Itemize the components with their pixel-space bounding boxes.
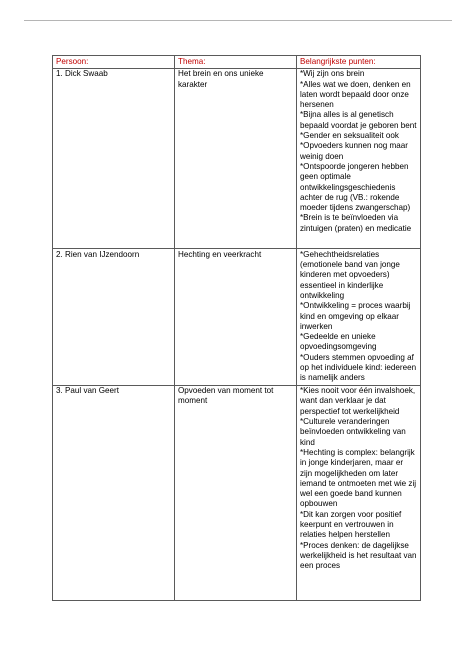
point-item: *Gender en seksualiteit ook [300,131,399,141]
point-item: *Alles wat we doen, denken en laten wordt bepaald door onze hersenen [300,79,411,110]
point-item: *Hechting is complex: belangrijk in jonge kinderjaren, maar er zijn mogelijkheden om later iemand te ontmoeten met wie zij wel een goede band kunnen opbouwen [300,447,417,509]
person-cell: 2. Rien van IJzendoorn [53,249,175,385]
point-item: *Ontspoorde jongeren hebben geen optimale ontwikkelingsgeschiedenis achter de rug (VB.: rokende moeder tijdens zwangerschap) [300,161,411,213]
table-header-row [53,56,421,69]
point-item: *Kies nooit voor één invalshoek, want dan verklaar je dat perspectief tot werkelijkheid [300,386,416,416]
header-theme: Thema: [175,56,297,69]
header-points: Belangrijkste punten: [297,56,421,69]
points-cell [297,249,421,385]
point-item: *Ontwikkeling = proces waarbij kind en omgeving op elkaar inwerken [300,301,411,331]
point-item: *Gehechtheidsrelaties (emotionele band van jonge kinderen met opvoeders) essentieel in kinderlijke ontwikkeling [300,249,400,300]
theme-cell: Hechting en veerkracht [175,249,297,385]
header-person: Persoon: [53,56,175,69]
table-row [53,249,421,385]
table-row [53,385,421,601]
point-item: *Culturele veranderingen beïnvloeden ontwikkeling van kind [300,417,406,447]
person-cell: 3. Paul van Geert [53,385,175,601]
table-row [53,68,421,249]
point-item: *Gedeelde en unieke opvoedingsomgeving [300,332,377,352]
point-item: *Bijna alles is al genetisch bepaald voordat je geboren bent [300,110,417,130]
points-cell [297,68,421,249]
point-item: *Dit kan zorgen voor positief keerpunt en vertrouwen in relaties helpen herstellen [300,509,402,540]
summary-table [52,55,421,601]
theme-cell: Het brein en ons unieke karakter [175,68,297,249]
page-top-rule [24,20,452,21]
theme-cell: Opvoeden van moment tot moment [175,385,297,601]
points-cell [297,385,421,601]
point-item: *Proces denken: de dagelijkse werkelijkheid is het resultaat van een proces [300,540,417,571]
point-item: *Ouders stemmen opvoeding af op het individuele kind: iedereen is namelijk anders [300,352,417,383]
point-item: *Brein is te beïnvloeden via zintuigen (praten) en medicatie [300,213,412,233]
person-cell: 1. Dick Swaab [53,68,175,249]
point-item: *Opvoeders kunnen nog maar weinig doen [300,141,408,161]
point-item: *Wij zijn ons brein [300,69,365,79]
